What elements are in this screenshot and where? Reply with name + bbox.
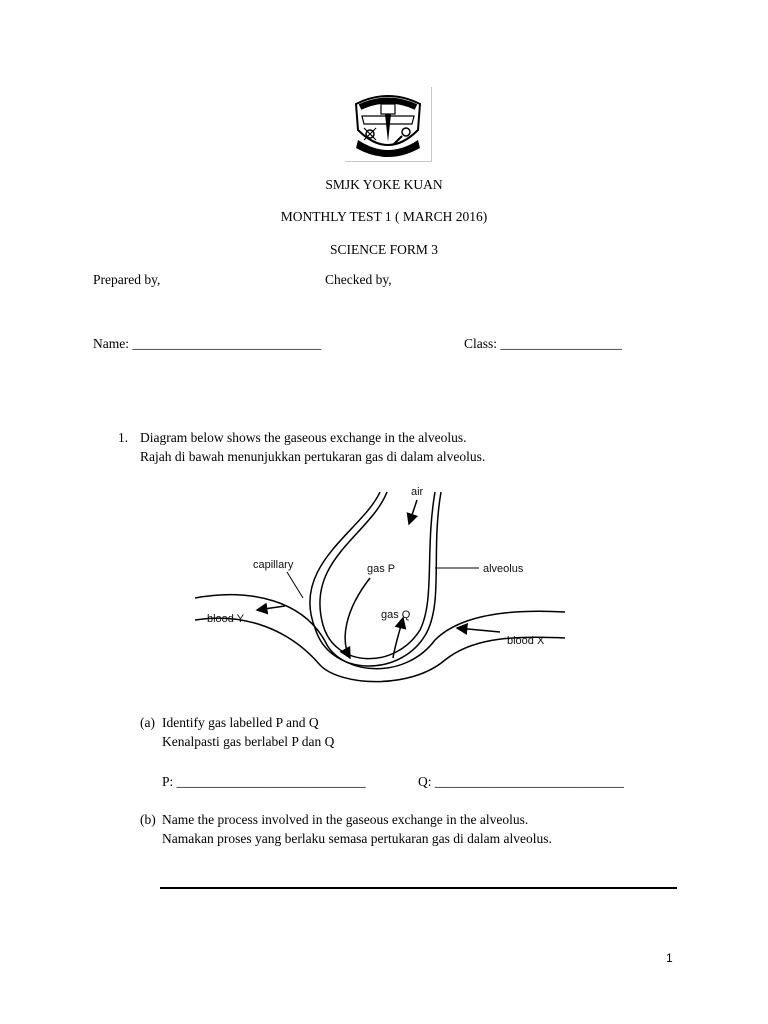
label-capillary: capillary <box>253 559 294 571</box>
name-field[interactable]: Name: ____________________________ <box>93 336 322 351</box>
part-a-label: (a) <box>140 715 155 730</box>
part-a-text-ms: Kenalpasti gas berlabel P dan Q <box>162 734 335 749</box>
alveolus-outer-wall <box>320 492 435 659</box>
part-b-text-en: Name the process involved in the gaseous exchange in the alveolus. <box>162 812 529 827</box>
gas-q-arrow <box>393 618 403 658</box>
blood-y-arrow <box>257 606 285 610</box>
answer-q-field[interactable]: Q: ____________________________ <box>418 774 624 789</box>
label-blood-y: blood Y <box>207 613 245 625</box>
capillary-lower-wall <box>195 618 565 682</box>
blood-x-arrow <box>457 628 500 632</box>
label-gas-p: gas P <box>367 563 396 575</box>
label-blood-x: blood X <box>507 635 545 647</box>
label-alveolus: alveolus <box>483 563 524 575</box>
question-number: 1. <box>118 430 129 445</box>
answer-b-line[interactable] <box>160 887 677 889</box>
class-field[interactable]: Class: __________________ <box>464 336 622 351</box>
answer-p-field[interactable]: P: ____________________________ <box>162 774 366 789</box>
alveolus-diagram <box>195 480 565 695</box>
gas-p-arrow <box>345 578 370 658</box>
question-text-ms: Rajah di bawah menunjukkan pertukaran gas di dalam alveolus. <box>140 449 486 464</box>
school-crest-icon <box>348 90 428 158</box>
capillary-leader-line <box>287 572 303 598</box>
prepared-by-label: Prepared by, <box>93 272 161 287</box>
part-a-text-en: Identify gas labelled P and Q <box>162 715 319 730</box>
school-logo <box>345 87 432 162</box>
question-text-en: Diagram below shows the gaseous exchange in the alveolus. <box>140 430 467 445</box>
air-arrow <box>409 500 417 524</box>
school-name: SMJK YOKE KUAN <box>325 177 443 192</box>
page-number: 1 <box>666 951 673 965</box>
subject-title: SCIENCE FORM 3 <box>329 242 439 257</box>
label-gas-q: gas Q <box>381 609 411 621</box>
checked-by-label: Checked by, <box>325 272 392 287</box>
test-title: MONTHLY TEST 1 ( MARCH 2016) <box>280 209 488 224</box>
label-air: air <box>411 486 424 498</box>
part-b-text-ms: Namakan proses yang berlaku semasa pertukaran gas di dalam alveolus. <box>162 831 552 846</box>
part-b-label: (b) <box>140 812 156 827</box>
